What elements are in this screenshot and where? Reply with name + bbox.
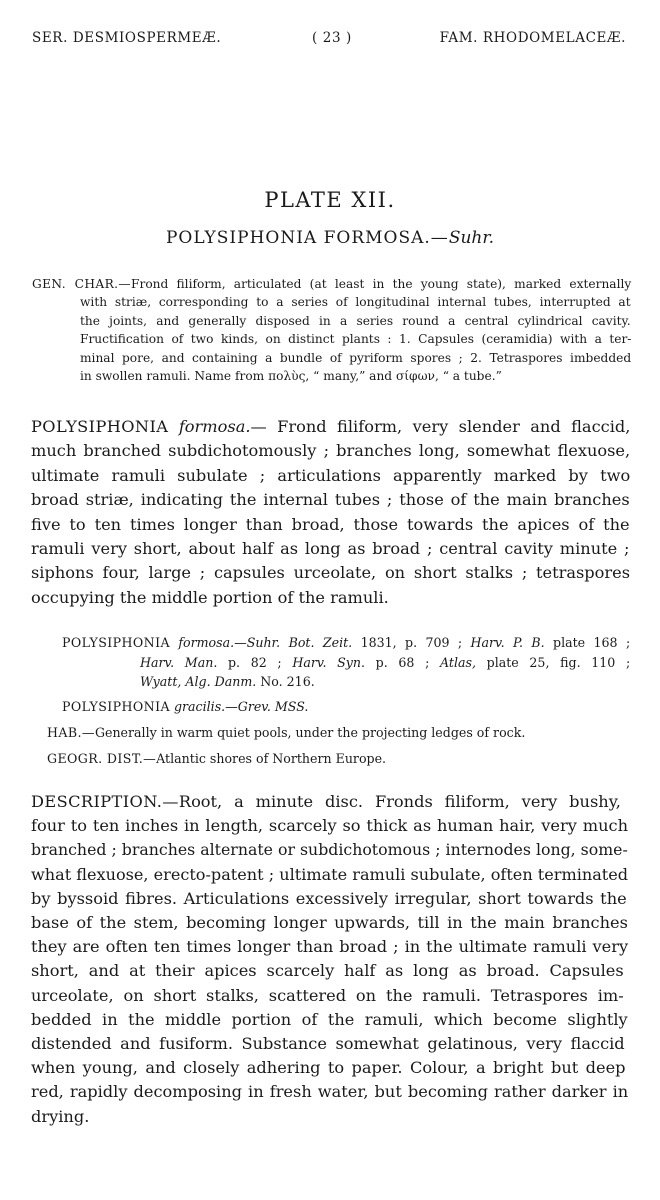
diagnosis-text: five to ten times longer than broad, those towards the apices of the <box>31 514 630 534</box>
description-line <box>31 1058 626 1077</box>
diagnosis-line <box>31 563 630 582</box>
distribution-label: GEOGR. DIST.— <box>47 751 157 766</box>
citation-fragment: p. 82 ; <box>217 654 293 670</box>
citation-fragment: p. 68 ; <box>365 654 441 670</box>
synonym-line <box>140 674 315 689</box>
description-line <box>31 840 628 859</box>
running-header-family: FAM. RHODOMELACEÆ. <box>439 30 626 46</box>
synonym-reference <box>140 655 630 670</box>
description-line <box>31 986 624 1005</box>
citation-fragment: Harv. Syn. <box>292 654 366 670</box>
synonym-genus: POLYSIPHONIA <box>62 699 170 714</box>
citation-fragment: gracilis.—Grev. MSS. <box>173 699 309 714</box>
description-line <box>31 792 621 811</box>
plate-title: PLATE XII. <box>264 188 396 212</box>
synonym-reference <box>178 635 630 650</box>
gen-char-line <box>80 369 502 383</box>
gen-char-line <box>80 314 631 328</box>
citation-fragment: Wyatt, Alg. Danm. <box>140 674 257 689</box>
diagnosis-species: formosa. <box>178 417 251 436</box>
citation-fragment: 1831, p. 709 ; <box>352 635 471 650</box>
diagnosis-text: ramuli very short, about half as long as broad ; central cavity minute ; <box>31 539 630 558</box>
diagnosis-text: — Frond filiform, very slender and flaccid, <box>250 417 631 436</box>
description-text: what flexuose, erecto-patent ; ultimate ramuli subulate, often terminated <box>31 864 629 884</box>
gen-char-text: in swollen ramuli. Name from πολὺς, “ many,” and σίφων, “ a tube.” <box>80 369 502 383</box>
gen-char-text: Frond filiform, articulated (at least in the young state), marked externally <box>131 277 632 291</box>
diagnosis-line <box>31 539 630 558</box>
running-header-series: SER. DESMIOSPERMEÆ. <box>32 30 222 46</box>
description-line <box>31 1034 625 1053</box>
gen-char-line <box>80 332 631 346</box>
description-text: urceolate, on short stalks, scattered on the ramuli. Tetraspores im- <box>31 985 624 1005</box>
synonym-reference <box>174 699 308 714</box>
description-text: base of the stem, becoming longer upwards, till in the main branches <box>31 913 628 932</box>
gen-char-line <box>80 351 631 365</box>
citation-fragment: Harv. P. B. <box>470 635 545 650</box>
diagnosis-text: ultimate ramuli subulate ; articulations apparently marked by two <box>31 465 631 485</box>
gen-char-text: minal pore, and containing a bundle of pyriform spores ; 2. Tetraspores imbedded <box>80 350 632 365</box>
description-text: red, rapidly decomposing in fresh water, but becoming rather darker in <box>31 1082 629 1102</box>
description-text: by byssoid fibres. Articulations excessively irregular, short towards the <box>31 888 627 908</box>
page-number: ( 23 ) <box>312 30 352 46</box>
gen-char-text: the joints, and generally disposed in a series round a central cylindrical cavity. <box>80 313 631 328</box>
citation-fragment <box>280 635 288 650</box>
citation-fragment: Harv. Man. <box>140 654 218 670</box>
description-line <box>31 1082 628 1101</box>
description-text: bedded in the middle portion of the ramuli, which become slightly <box>31 1009 628 1029</box>
synonym-line <box>62 699 308 714</box>
species-title <box>0 228 660 248</box>
diagnosis-line <box>31 466 630 485</box>
diagnosis-line <box>31 588 389 607</box>
distribution-text: Atlantic shores of Northern Europe. <box>156 751 387 766</box>
diagnosis-text: much branched subdichotomously ; branches long, somewhat flexuose, <box>31 441 631 461</box>
description-text: four to ten inches in length, scarcely so thick as human hair, very much <box>31 816 628 836</box>
synonym-reference <box>140 674 315 689</box>
citation-fragment: plate 168 ; <box>544 635 631 650</box>
species-title-author: Suhr. <box>448 228 495 248</box>
species-title-name: POLYSIPHONIA FORMOSA.— <box>165 228 449 248</box>
diagnosis-line <box>31 417 630 436</box>
description-text: drying. <box>31 1106 90 1126</box>
description-line <box>31 961 624 980</box>
description-line <box>31 816 628 835</box>
description-text: when young, and closely adhering to paper. Colour, a bright but deep <box>31 1058 626 1078</box>
gen-char-text: with striæ, corresponding to a series of longitudinal internal tubes, interrupted at <box>80 295 631 310</box>
citation-fragment: Atlas, <box>440 654 476 670</box>
description-text: distended and fusiform. Substance somewhat gelatinous, very flaccid <box>31 1034 625 1053</box>
description-label: DESCRIPTION.— <box>31 792 179 811</box>
diagnosis-text: occupying the middle portion of the ramuli. <box>31 587 389 607</box>
citation-fragment: Bot. Zeit. <box>288 635 353 650</box>
diagnosis-text: siphons four, large ; capsules urceolate, on short stalks ; tetraspores <box>31 563 631 583</box>
gen-char-line <box>32 277 631 291</box>
diagnosis-genus: POLYSIPHONIA <box>31 417 169 436</box>
diagnosis-line <box>31 441 630 460</box>
diagnosis-line <box>31 515 630 534</box>
description-line <box>31 1107 89 1126</box>
habitat-text: Generally in warm quiet pools, under the projecting ledges of rock. <box>94 725 526 740</box>
gen-char-text: Fructification of two kinds, on distinct plants : 1. Capsules (ceramidia) with a ter- <box>80 332 632 347</box>
gen-char-line <box>80 295 631 309</box>
description-text: they are often ten times longer than broad ; in the ultimate ramuli very <box>31 937 629 957</box>
citation-fragment: No. 216. <box>256 674 315 689</box>
gen-char-label: GEN. CHAR.— <box>32 277 132 291</box>
diagnosis-text: broad striæ, indicating the internal tubes ; those of the main branches <box>31 490 630 510</box>
description-line <box>31 865 628 884</box>
synonym-line <box>62 635 630 650</box>
description-line <box>31 937 628 956</box>
description-text: branched ; branches alternate or subdichotomous ; internodes long, some- <box>31 840 628 860</box>
synonym-genus: POLYSIPHONIA <box>62 635 170 650</box>
synonym-line <box>140 655 630 670</box>
description-line <box>31 889 627 908</box>
habitat-line <box>47 725 525 740</box>
distribution-line <box>47 751 386 766</box>
description-line <box>31 1010 628 1029</box>
citation-fragment: formosa.—Suhr. <box>178 635 281 650</box>
habitat-label: HAB.— <box>47 725 95 740</box>
description-text: Root, a minute disc. Fronds filiform, very bushy, <box>178 792 621 811</box>
description-line <box>31 913 628 932</box>
citation-fragment: plate 25, fig. 110 ; <box>475 654 631 670</box>
description-text: short, and at their apices scarcely half as long as broad. Capsules <box>31 961 624 981</box>
diagnosis-line <box>31 490 630 509</box>
